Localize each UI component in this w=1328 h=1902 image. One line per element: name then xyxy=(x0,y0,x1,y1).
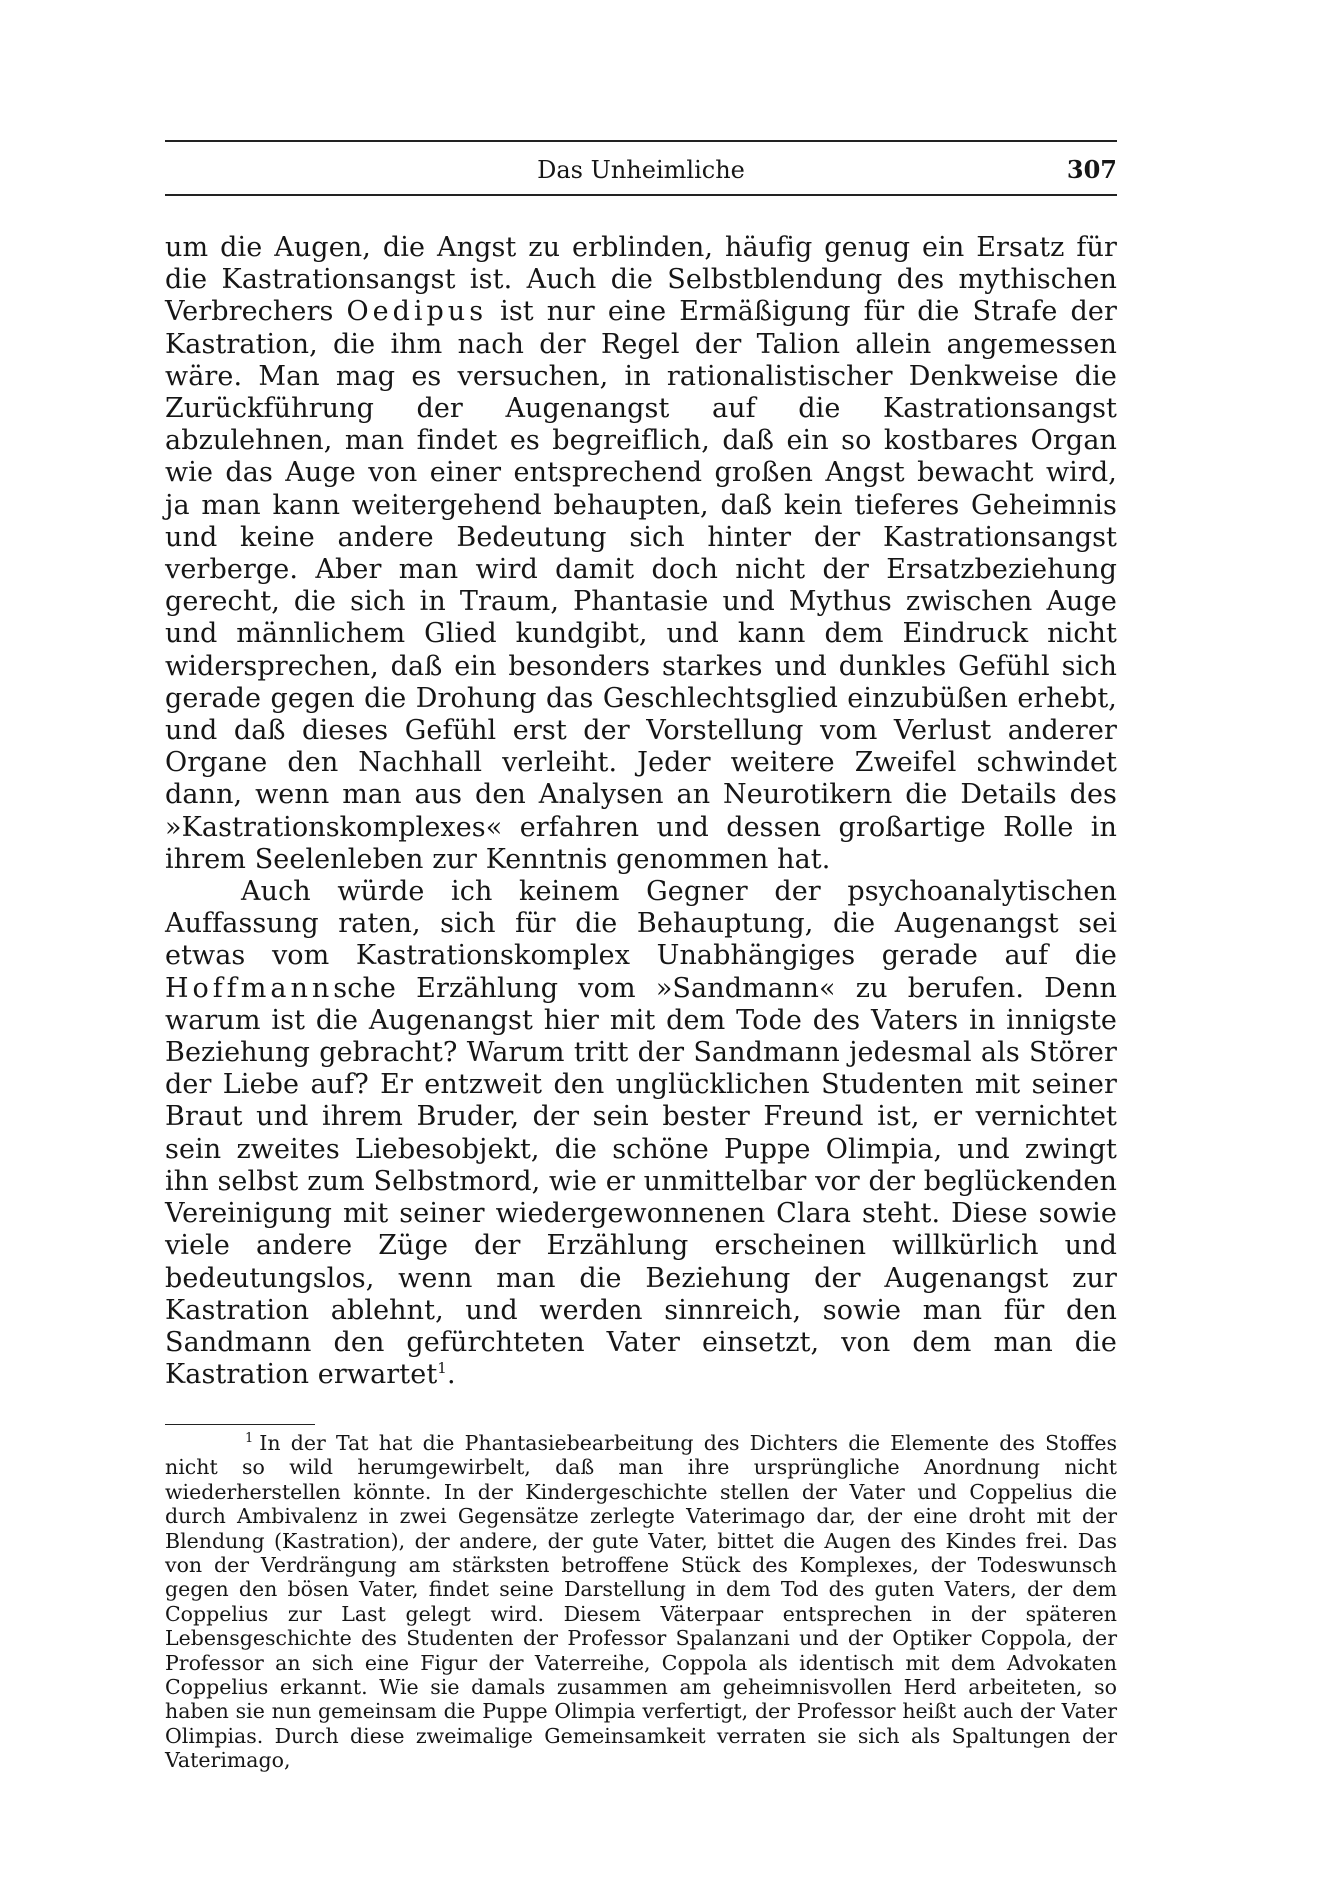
footnote-reference[interactable]: 1 xyxy=(437,1359,447,1378)
main-text xyxy=(165,232,1117,1391)
running-title: Das Unheimliche xyxy=(537,156,745,184)
book-page xyxy=(165,140,1117,1880)
top-rule xyxy=(165,140,1117,142)
footnote xyxy=(165,1431,1117,1773)
name-hoffmann: Hoffmann xyxy=(165,972,334,1004)
header-rule xyxy=(165,194,1117,196)
paragraph-1-text-a: um die Augen, die Angst zu erblinden, häufig genug ein Ersatz für die Kastrationsangst ist. Auch die Selbstblendung des mythischen Verbrechers xyxy=(165,232,1117,328)
name-oedipus: Oedipus xyxy=(346,296,488,328)
paragraph-2-end: . xyxy=(446,1359,456,1391)
running-head xyxy=(165,152,1117,188)
footnote-marker: 1 xyxy=(245,1431,254,1447)
footnote-text: In der Tat hat die Phantasiebearbeitung des Dichters die Elemente des Stoffes nicht so wild herumgewirbelt, daß man ihre ursprüngliche Anordnung nicht wiederherstellen könnte. In der Kindergeschichte stellen der Vater und Coppelius die durch Ambivalenz in zwei Gegensätze zerlegte Vaterimago dar, der eine droht mit der Blendung (Kastration), der andere, der gute Vater, bittet die Augen des Kindes frei. Das von der Verdrängung am stärksten betroffene Stück des Komplexes, der Todeswunsch gegen den bösen Vater, findet seine Darstellung in dem Tod des guten Vaters, der dem Coppelius zur Last gelegt wird. Diesem Väterpaar entsprechen in der späteren Lebensgeschichte des Studenten der Professor Spalanzani und der Optiker Coppola, der Professor an sich eine Figur der Vaterreihe, Coppola als identisch mit dem Advokaten Coppelius erkannt. Wie sie damals zusammen am geheimnisvollen Herd arbeiteten, so haben sie nun gemeinsam die Puppe Olimpia verfertigt, der Professor heißt auch der Vater Olimpias. Durch diese zweimalige Gemeinsamkeit verraten sie sich als Spaltungen der Vaterimago, xyxy=(165,1431,1117,1773)
paragraph-2 xyxy=(165,876,1117,1391)
paragraph-1-text-b: ist nur eine Ermäßigung für die Strafe der Kastration, die ihm nach der Regel der Talion allein angemessen wäre. Man mag es versuchen, in rationalistischer Denkweise die Zurückführung der Augenangst auf die Kastrationsangst abzulehnen, man findet es begreiflich, daß ein so kostbares Organ wie das Auge von einer entsprechend großen Angst bewacht wird, ja man kann weitergehend behaupten, daß kein tieferes Geheimnis und keine andere Bedeutung sich hinter der Kastrationsangst verberge. Aber man wird damit doch nicht der Ersatzbeziehung gerecht, die sich in Traum, Phantasie und Mythus zwischen Auge und männlichem Glied kundgibt, und kann dem Eindruck nicht widersprechen, daß ein besonders starkes und dunkles Gefühl sich gerade gegen die Drohung das Geschlechtsglied einzubüßen erhebt, und daß dieses Gefühl erst der Vorstellung vom Verlust anderer Organe den Nachhall verleiht. Jeder weitere Zweifel schwindet dann, wenn man aus den Analysen an Neurotikern die Details des »Kastrationskomplexes« erfahren und dessen großartige Rolle in ihrem Seelenleben zur Kenntnis genommen hat. xyxy=(165,296,1117,875)
footnote-rule xyxy=(165,1424,315,1425)
paragraph-2-text-b: sche Erzählung vom »Sandmann« zu berufen. Denn warum ist die Augenangst hier mit dem Tode des Vaters in innigste Beziehung gebracht? Warum tritt der Sandmann jedesmal als Störer der Liebe auf? Er entzweit den unglücklichen Studenten mit seiner Braut und ihrem Bruder, der sein bester Freund ist, er vernichtet sein zweites Liebesobjekt, die schöne Puppe Olimpia, und zwingt ihn selbst zum Selbstmord, wie er unmittelbar vor der beglückenden Vereinigung mit seiner wiedergewonnenen Clara steht. Diese sowie viele andere Züge der Erzählung erscheinen willkürlich und bedeutungslos, wenn man die Beziehung der Augenangst zur Kastration ablehnt, und werden sinnreich, sowie man für den Sandmann den gefürchteten Vater einsetzt, von dem man die Kastration erwartet xyxy=(165,972,1117,1391)
paragraph-1 xyxy=(165,232,1117,876)
page-number: 307 xyxy=(1066,155,1117,184)
paragraph-2-text-a: Auch würde ich keinem Gegner der psychoanalytischen Auffassung raten, sich für die Behauptung, die Augenangst sei etwas vom Kastrationskomplex Unabhängiges gerade auf die xyxy=(165,876,1117,972)
